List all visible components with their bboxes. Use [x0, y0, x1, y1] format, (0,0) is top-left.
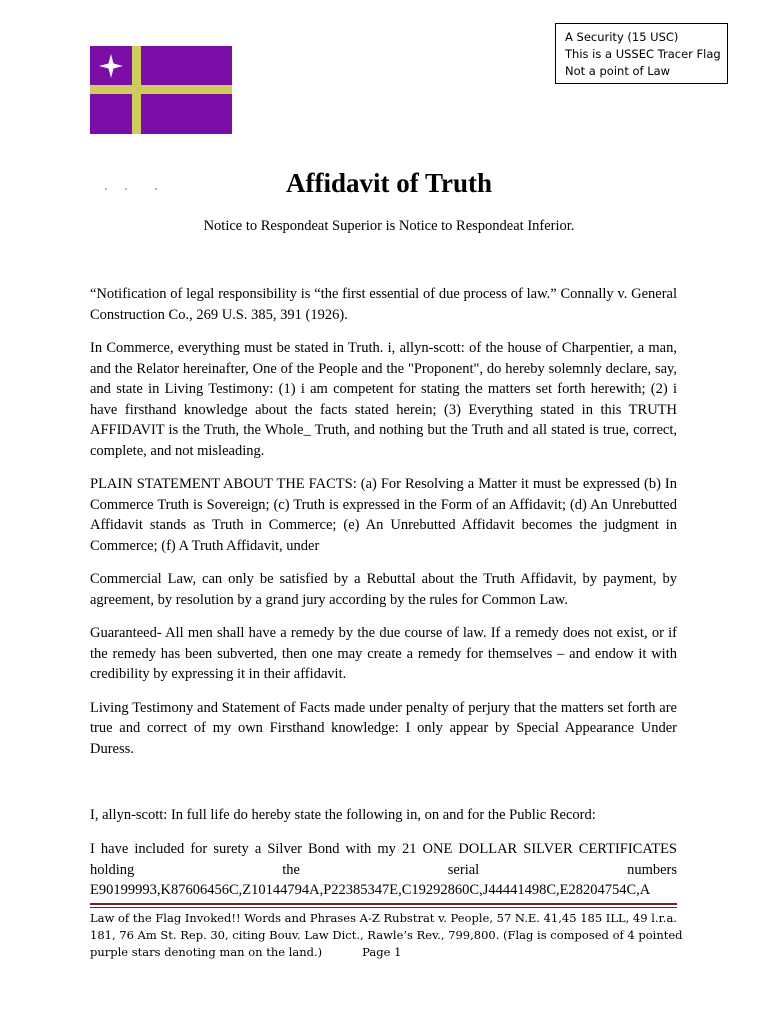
- surety-word: numbers: [627, 861, 677, 878]
- paragraph: Guaranteed- All men shall have a remedy by the due course of law. If a remedy does not exist, or if the remedy has been subverted, then one may create a remedy for themselves – and endow it with credibility by expressing it in their affidavit.: [90, 625, 677, 682]
- document-body: [90, 284, 677, 772]
- surety-word: the: [282, 861, 300, 878]
- surety-paragraph: [90, 839, 677, 901]
- flag-image: [90, 46, 232, 134]
- surety-line-1: I have included for surety a Silver Bond with my 21 ONE DOLLAR SILVER CERTIFICATES: [90, 841, 677, 857]
- paragraph: In Commerce, everything must be stated in Truth. i, allyn-scott: of the house of Charpentier, a man, and the Relator hereinafter, One of the People and the "Proponent", do hereby solemnly declare, say, and state in Living Testimony: (1) i am competent for stating the matters set forth herewith; (2) i have firsthand knowledge about the facts stated herein; (3) Everything stated in this TRUTH AFFIDAVIT is the Truth, the Whole_ Truth, and nothing but the Truth and all stated is true, correct, complete, and not misleading.: [90, 340, 677, 459]
- paragraph: Living Testimony and Statement of Facts made under penalty of perjury that the matters set forth are true and correct of my own Firsthand knowledge: I only appear by Special Appearance Under Duress.: [90, 699, 677, 757]
- paragraph: “Notification of legal responsibility is “the first essential of due process of law.” Connally v. General Construction Co., 269 U.S. 385, 391 (1926).: [90, 286, 677, 323]
- footer-line-3-text: purple stars denoting man on the land.): [90, 945, 323, 959]
- tracer-flag-notice: [555, 23, 728, 84]
- footer-line-3: [90, 944, 690, 961]
- tracer-line-2: This is a USSEC Tracer Flag: [565, 47, 721, 61]
- record-statement: I, allyn-scott: In full life do hereby state the following in, on and for the Public Record:: [90, 807, 596, 823]
- flag-cross-horizontal: [90, 85, 232, 94]
- serial-numbers: E90199993,K87606456C,Z10144794A,P22385347E,C19292860C,J44441498C,E28204754C,A: [90, 882, 651, 898]
- surety-word: holding: [90, 861, 135, 878]
- tracer-line-3: Not a point of Law: [565, 64, 671, 78]
- page-footer: [90, 910, 690, 961]
- surety-line-2: [90, 860, 677, 881]
- footer-divider: [90, 903, 677, 905]
- page-number: Page 1: [362, 945, 402, 959]
- surety-word: serial: [447, 861, 480, 878]
- paragraph: PLAIN STATEMENT ABOUT THE FACTS: (a) For Resolving a Matter it must be expressed (b) In Commerce Truth is Sovereign; (c) Truth is expressed in the Form of an Affidavit; (d) An Unrebutted Affidavit stands as Truth in Commerce; (e) An Unrebutted Affidavit becomes the judgment in Commerce; (f) A Truth Affidavit, under: [90, 476, 677, 554]
- tracer-line-1: A Security (15 USC): [565, 30, 679, 44]
- footer-line-2: 181, 76 Am St. Rep. 30, citing Bouv. Law Dict., Rawle’s Rev., 799,800. (Flag is composed of 4 pointed: [90, 928, 683, 942]
- footer-divider-thin: [90, 907, 677, 908]
- footer-line-1: Law of the Flag Invoked!! Words and Phrases A-Z Rubstrat v. People, 57 N.E. 41,45 185 ILL, 49 l.r.a.: [90, 911, 677, 925]
- document-subtitle: Notice to Respondeat Superior is Notice to Respondeat Inferior.: [203, 218, 575, 234]
- document-title: Affidavit of Truth: [285, 168, 492, 198]
- paragraph: Commercial Law, can only be satisfied by a Rebuttal about the Truth Affidavit, by payment, by agreement, by resolution by a grand jury according by the rules for Common Law.: [90, 571, 677, 608]
